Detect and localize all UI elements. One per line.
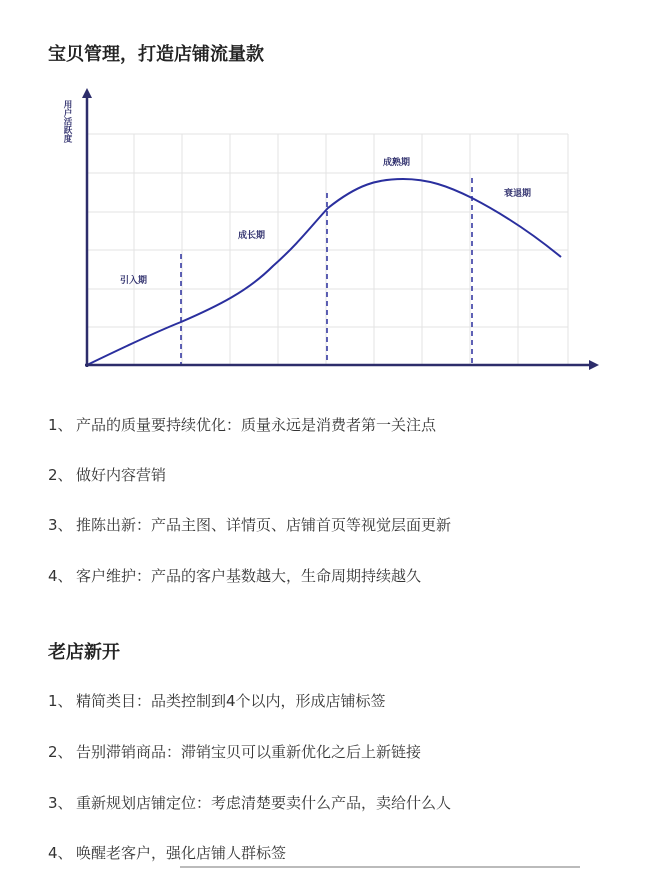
- list-item-text: 精简类目：品类控制到4个以内，形成店铺标签: [76, 692, 386, 710]
- stage-label-decline: 衰退期: [504, 189, 532, 199]
- y-axis-arrow: [82, 88, 92, 98]
- list-item-text: 唤醒老客户，强化店铺人群标签: [76, 844, 287, 862]
- section-title-product-management: 宝贝管理，打造店铺流量款: [48, 44, 264, 65]
- list-item: 1、 精简类目：品类控制到4个以内，形成店铺标签: [48, 692, 386, 710]
- list-item: 2、 告别滞销商品：滞销宝贝可以重新优化之后上新链接: [48, 743, 422, 761]
- y-axis-label: 用户活跃度: [62, 100, 72, 143]
- list-item-text: 重新规划店铺定位：考虑清楚要卖什么产品，卖给什么人: [76, 794, 452, 812]
- bottom-divider: [180, 866, 580, 868]
- stage-label-intro: 引入期: [120, 276, 148, 286]
- list-item: 1、 产品的质量要持续优化：质量永远是消费者第一关注点: [48, 416, 437, 434]
- list-item-text: 告别滞销商品：滞销宝贝可以重新优化之后上新链接: [76, 743, 422, 761]
- list-item: 2、 做好内容营销: [48, 466, 167, 484]
- section-title-old-store-relaunch: 老店新开: [48, 642, 120, 663]
- stage-label-maturity: 成熟期: [383, 158, 411, 168]
- stage-label-growth: 成长期: [238, 231, 266, 241]
- axes: [82, 88, 599, 370]
- lifecycle-curve: [87, 179, 561, 365]
- list-item-text: 做好内容营销: [76, 466, 167, 484]
- product-lifecycle-chart: [58, 86, 608, 378]
- list-item: 4、 客户维护：产品的客户基数越大，生命周期持续越久: [48, 567, 422, 585]
- list-item: 4、 唤醒老客户，强化店铺人群标签: [48, 844, 287, 862]
- list-item: 3、 推陈出新：产品主图、详情页、店铺首页等视觉层面更新: [48, 516, 452, 534]
- list-item-text: 客户维护：产品的客户基数越大，生命周期持续越久: [76, 567, 422, 585]
- x-axis-arrow: [589, 360, 599, 370]
- list-item: 3、 重新规划店铺定位：考虑清楚要卖什么产品，卖给什么人: [48, 794, 452, 812]
- list-item-text: 推陈出新：产品主图、详情页、店铺首页等视觉层面更新: [76, 516, 452, 534]
- list-item-text: 产品的质量要持续优化：质量永远是消费者第一关注点: [76, 416, 437, 434]
